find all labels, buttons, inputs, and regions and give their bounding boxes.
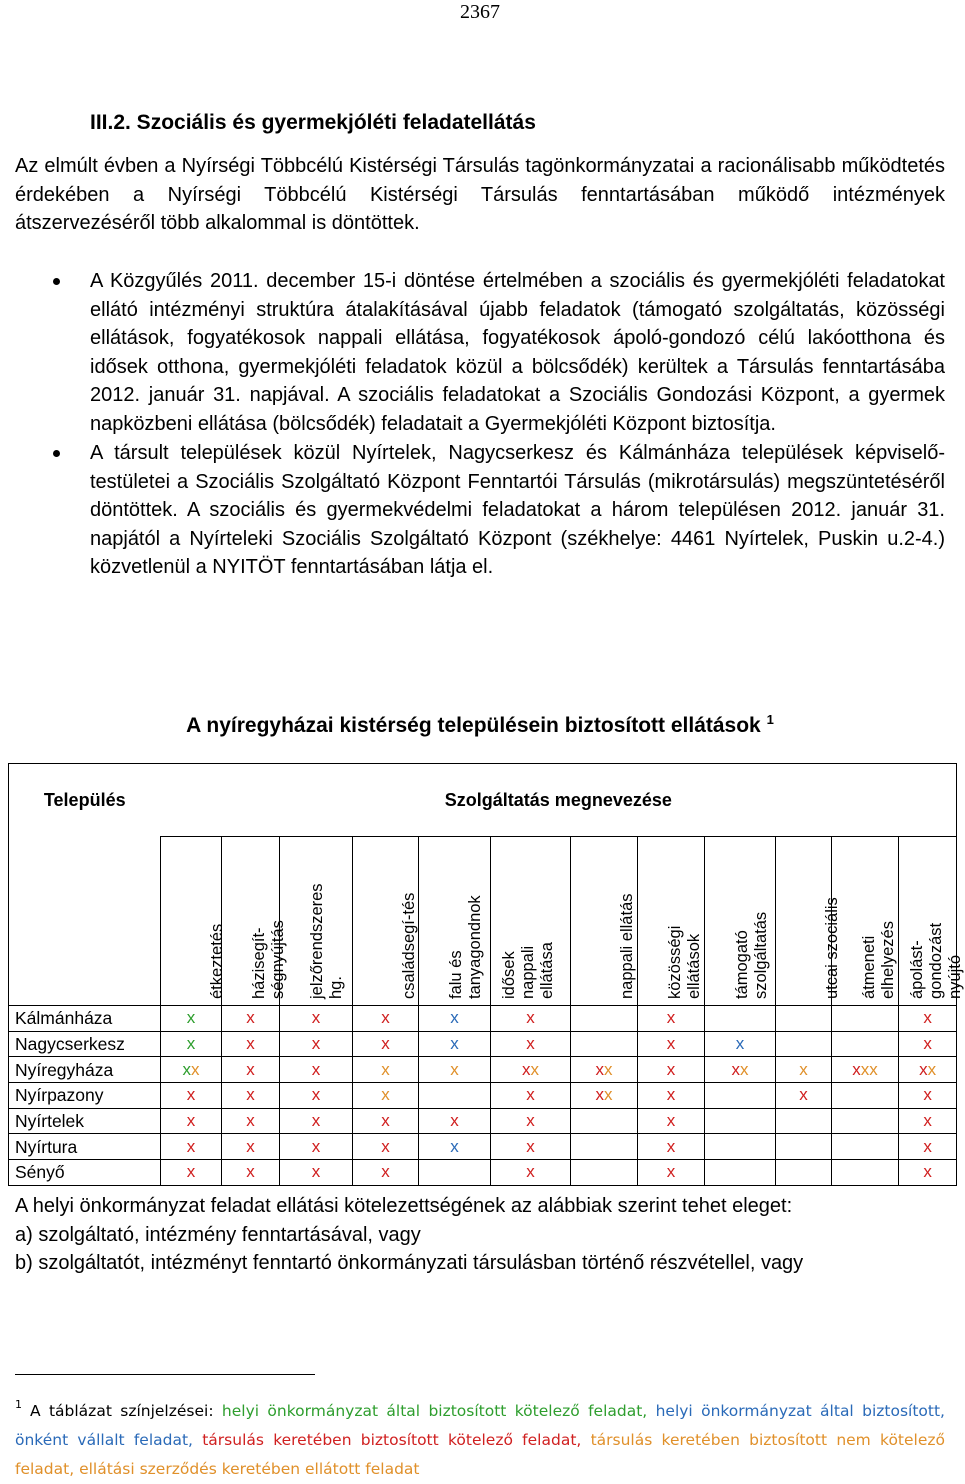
service-mark: x: [381, 1136, 390, 1156]
service-cell: [280, 1160, 353, 1186]
service-header-text: [899, 833, 965, 1001]
service-cell: [571, 1134, 638, 1160]
service-cell: [353, 1108, 419, 1134]
service-header-text: [280, 833, 346, 1001]
service-mark: x: [311, 1085, 321, 1105]
settlement-name: Nyírtura: [9, 1134, 161, 1160]
service-cell: [899, 1031, 957, 1057]
service-header-line: támogató: [733, 930, 751, 999]
service-mark: x: [381, 1059, 390, 1079]
service-cell: [705, 1134, 776, 1160]
service-mark: x: [186, 1111, 196, 1131]
service-mark: x: [731, 1059, 740, 1079]
service-cell: [638, 1006, 705, 1032]
service-cell: [419, 1057, 491, 1083]
service-mark: x: [450, 1034, 459, 1054]
service-mark: x: [186, 1085, 196, 1105]
table-row: [9, 1134, 957, 1160]
service-cell: [638, 1160, 705, 1186]
service-cell: [899, 1108, 957, 1134]
service-cell: [491, 1134, 571, 1160]
service-cell: [222, 1083, 280, 1109]
service-mark: x: [246, 1111, 255, 1131]
service-mark: x: [450, 1111, 459, 1131]
service-header-line: nyújtó: [946, 954, 964, 999]
service-cell: [705, 1031, 776, 1057]
service-mark: x: [381, 1111, 390, 1131]
service-header-line: nappali ellátás: [618, 893, 636, 999]
settlement-name: Nyírtelek: [9, 1108, 161, 1134]
bullet-item-2: A társult települések közül Nyírtelek, Nagycserkesz és Kálmánháza települések képviselő-testületei a Szociális Szolgáltató Központ Fenntartói Társulás (mikrotársulás) megszüntetéséről döntöttek. A szociális és gyermekvédelmi feladatokat a három településen 2012. január 31. napjától a Nyírteleki Szociális Szolgáltató Központ (székhelye: 4461 Nyírtelek, Puskin u.2-4.) közvetlenül a NYITÖT fenntartásában látja el.: [90, 439, 945, 582]
service-header-12: [899, 837, 964, 1006]
service-cell: [222, 1006, 280, 1032]
service-cell: [419, 1160, 491, 1186]
footnote-separator: [15, 1374, 315, 1375]
service-cell: [222, 1108, 280, 1134]
service-header-line: ségnyújtás: [269, 920, 287, 999]
service-mark: x: [311, 1111, 321, 1131]
service-mark: x: [381, 1034, 390, 1054]
service-mark: x: [526, 1034, 535, 1054]
service-mark: x: [869, 1059, 878, 1079]
service-cell: [491, 1108, 571, 1134]
table-title: [0, 707, 960, 739]
service-mark: x: [526, 1162, 535, 1182]
column-group-header: Szolgáltatás megnevezése: [161, 764, 957, 837]
service-header-2: [222, 837, 287, 1006]
service-mark: x: [191, 1059, 200, 1079]
service-cell: [161, 1083, 222, 1109]
service-cell: [491, 1083, 571, 1109]
service-header-line: ellátások: [685, 933, 703, 999]
footnote-blue: helyi önkormányzat által biztosított, önként vállalt feladat,: [15, 1402, 945, 1449]
table-row: [9, 1057, 957, 1083]
service-cell: [161, 1160, 222, 1186]
service-mark: x: [799, 1085, 808, 1105]
service-mark: x: [311, 1136, 321, 1156]
service-header-text: [353, 833, 419, 1001]
service-mark: x: [923, 1162, 932, 1182]
service-cell: [832, 1006, 899, 1032]
service-mark: x: [919, 1059, 928, 1079]
service-header-6: [491, 837, 571, 1006]
service-cell: [899, 1160, 957, 1186]
service-cell: [638, 1057, 705, 1083]
table-title-text: A nyíregyházai kistérség településein biztosított ellátások: [186, 714, 761, 737]
service-cell: [899, 1006, 957, 1032]
service-cell: [161, 1108, 222, 1134]
service-cell: [705, 1108, 776, 1134]
service-mark: x: [381, 1085, 390, 1105]
service-cell: [419, 1031, 491, 1057]
service-mark: x: [604, 1059, 613, 1079]
service-header-line: családsegí-tés: [400, 892, 418, 999]
service-header-line: jelzőrendszeres: [308, 883, 326, 999]
service-mark: x: [311, 1034, 321, 1054]
service-cell: [222, 1031, 280, 1057]
service-mark: x: [923, 1136, 932, 1156]
after-paragraph-1: A helyi önkormányzat feladat ellátási kötelezettségének az alábbiak szerint tehet eleget:: [15, 1195, 793, 1217]
footnote-red: társulás keretében biztosított kötelező feladat,: [202, 1431, 582, 1449]
service-header-3: [280, 837, 353, 1006]
service-cell: [353, 1083, 419, 1109]
service-header-line: nappali: [519, 945, 537, 999]
service-mark: x: [740, 1059, 749, 1079]
service-header-line: tanyagondnok: [466, 895, 484, 999]
table-row: [9, 1083, 957, 1109]
service-cell: [353, 1160, 419, 1186]
service-mark: x: [450, 1136, 459, 1156]
service-mark: x: [526, 1136, 535, 1156]
service-mark: x: [246, 1162, 255, 1182]
page-number: 2367: [460, 1, 500, 23]
header-spacer: [9, 837, 161, 1006]
service-cell: [353, 1031, 419, 1057]
service-mark: x: [246, 1034, 255, 1054]
intro-paragraph: Az elmúlt évben a Nyírségi Többcélú Kistérségi Társulás tagönkormányzatai a racionálisabb működtetés érdekében a Nyírségi Többcélú Kistérségi Társulás fenntartásában működő intézmények átszervezéséről több alkalommal is döntöttek.: [15, 155, 945, 234]
service-cell: [776, 1160, 832, 1186]
service-cell: [222, 1057, 280, 1083]
bullet-list: [90, 267, 945, 583]
service-cell: [161, 1031, 222, 1057]
settlement-name: Sényő: [9, 1160, 161, 1186]
service-cell: [280, 1083, 353, 1109]
service-header-9: [705, 837, 776, 1006]
footnote-mark: 1: [15, 1398, 22, 1411]
service-header-11: [832, 837, 899, 1006]
service-header-line: gondozást: [927, 922, 945, 999]
service-mark: x: [595, 1085, 604, 1105]
table-row: [9, 1108, 957, 1134]
service-header-7: [571, 837, 638, 1006]
service-cell: [419, 1134, 491, 1160]
service-cell: [222, 1134, 280, 1160]
service-mark: x: [186, 1136, 196, 1156]
service-header-line: átmeneti: [860, 935, 878, 999]
service-header-text: [161, 833, 227, 1001]
service-mark: x: [246, 1008, 255, 1028]
service-cell: [419, 1006, 491, 1032]
service-header-text: [571, 833, 637, 1001]
table-row: [9, 1006, 957, 1032]
service-mark: x: [450, 1059, 459, 1079]
service-cell: [571, 1108, 638, 1134]
service-mark: x: [246, 1136, 255, 1156]
service-header-line: idősek: [500, 951, 518, 999]
service-cell: [638, 1083, 705, 1109]
service-cell: [571, 1031, 638, 1057]
service-cell: [899, 1134, 957, 1160]
service-cell: [419, 1083, 491, 1109]
service-cell: [832, 1057, 899, 1083]
service-mark: x: [381, 1162, 390, 1182]
service-mark: x: [927, 1059, 937, 1079]
service-header-line: utcai szociális: [823, 897, 841, 999]
service-header-5: [419, 837, 491, 1006]
service-cell: [161, 1134, 222, 1160]
service-mark: x: [735, 1034, 745, 1054]
service-cell: [571, 1057, 638, 1083]
service-header-text: [222, 833, 288, 1001]
service-mark: x: [799, 1059, 808, 1079]
service-cell: [491, 1031, 571, 1057]
service-cell: [705, 1006, 776, 1032]
service-cell: [832, 1108, 899, 1134]
column-header-settlement: Település: [9, 764, 161, 837]
service-cell: [280, 1057, 353, 1083]
service-cell: [161, 1006, 222, 1032]
service-cell: [571, 1160, 638, 1186]
service-header-1: [161, 837, 226, 1006]
service-header-line: házisegít-: [250, 927, 268, 999]
service-cell: [705, 1083, 776, 1109]
service-mark: x: [860, 1059, 870, 1079]
table-row: [9, 1031, 957, 1057]
service-header-line: hg.: [327, 976, 345, 999]
service-mark: x: [186, 1162, 196, 1182]
service-cell: [705, 1160, 776, 1186]
service-header-10: [776, 837, 841, 1006]
service-cell: [832, 1031, 899, 1057]
service-cell: [571, 1006, 638, 1032]
service-header-text: [491, 833, 557, 1001]
service-cell: [161, 1057, 222, 1083]
service-cell: [491, 1006, 571, 1032]
bullet-item-1: A Közgyűlés 2011. december 15-i döntése értelmében a szociális és gyermekjóléti feladatokat ellátó intézményi struktúra átalakításával újabb feladatok (támogató szolgáltatás, közösségi ellátások, fogyatékosok nappali ellátása, fogyatékosok ápoló-gondozó célú lakóotthona és idősek otthona, gyermekjóléti feladatok közül a bölcsődék) kerültek a Társulás fenntartásába 2012. január 31. napjával. A szociális feladatokat a Szociális Gondozási Központ, a gyermek napközbeni ellátása (bölcsődék) feladatait a Gyermekjóléti Központ biztosítja.: [90, 267, 945, 438]
service-mark: x: [595, 1059, 604, 1079]
service-mark: x: [311, 1008, 321, 1028]
service-cell: [705, 1057, 776, 1083]
service-mark: x: [526, 1111, 535, 1131]
service-header-line: falu és: [447, 950, 465, 999]
service-header-text: [419, 833, 485, 1001]
service-mark: x: [923, 1085, 932, 1105]
services-table: [8, 763, 964, 1186]
service-mark: x: [666, 1059, 676, 1079]
service-header-4: [353, 837, 419, 1006]
service-cell: [491, 1160, 571, 1186]
service-header-text: [705, 833, 771, 1001]
service-cell: [419, 1108, 491, 1134]
service-mark: x: [311, 1059, 321, 1079]
service-mark: x: [923, 1034, 932, 1054]
service-header-line: elhelyezés: [879, 921, 897, 999]
service-cell: [353, 1134, 419, 1160]
service-mark: x: [530, 1059, 539, 1079]
service-header-line: szolgáltatás: [752, 911, 770, 999]
service-cell: [832, 1134, 899, 1160]
service-cell: [491, 1057, 571, 1083]
service-mark: x: [526, 1085, 535, 1105]
table-row: [9, 1160, 957, 1186]
service-cell: [280, 1031, 353, 1057]
after-table-text: [15, 1192, 945, 1278]
settlement-name: Nyírpazony: [9, 1083, 161, 1109]
footnote-prefix: A táblázat színjelzései:: [30, 1402, 214, 1420]
service-cell: [776, 1057, 832, 1083]
footnote-green: helyi önkormányzat által biztosított kötelező feladat,: [221, 1402, 648, 1420]
service-cell: [776, 1031, 832, 1057]
service-header-line: étkeztetés: [208, 923, 226, 999]
footnote-orange: társulás keretében biztosított nem kötelező feladat, ellátási szerződés keretében ellátott feladat: [15, 1431, 945, 1478]
service-mark: x: [666, 1111, 676, 1131]
service-header-line: ellátása: [538, 942, 556, 999]
service-cell: [280, 1006, 353, 1032]
service-mark: x: [604, 1085, 613, 1105]
service-mark: x: [186, 1034, 196, 1054]
service-mark: x: [186, 1008, 196, 1028]
service-header-text: [638, 833, 704, 1001]
service-cell: [638, 1108, 705, 1134]
service-cell: [353, 1006, 419, 1032]
service-cell: [832, 1160, 899, 1186]
service-cell: [776, 1083, 832, 1109]
service-cell: [571, 1083, 638, 1109]
after-paragraph-3: b) szolgáltatót, intézményt fenntartó önkormányzati társulásban történő részvétellel, vagy: [15, 1252, 804, 1274]
service-cell: [280, 1108, 353, 1134]
service-mark: x: [666, 1008, 676, 1028]
service-mark: x: [666, 1136, 676, 1156]
table-title-footnote-mark: 1: [766, 712, 774, 727]
service-mark: x: [526, 1008, 535, 1028]
service-mark: x: [923, 1008, 932, 1028]
service-cell: [222, 1160, 280, 1186]
service-cell: [776, 1108, 832, 1134]
service-mark: x: [246, 1059, 255, 1079]
settlement-name: Nyíregyháza: [9, 1057, 161, 1083]
service-cell: [776, 1134, 832, 1160]
service-header-text: [832, 833, 898, 1001]
service-cell: [899, 1083, 957, 1109]
service-mark: x: [923, 1111, 932, 1131]
service-mark: x: [852, 1059, 861, 1079]
service-header-line: közösségi: [666, 925, 684, 999]
service-mark: x: [450, 1008, 459, 1028]
service-mark: x: [182, 1059, 191, 1079]
service-header-line: ápolást-: [908, 940, 926, 999]
service-mark: x: [522, 1059, 531, 1079]
settlement-name: Kálmánháza: [9, 1006, 161, 1032]
service-cell: [280, 1134, 353, 1160]
after-paragraph-2: a) szolgáltató, intézmény fenntartásával, vagy: [15, 1223, 421, 1246]
settlement-name: Nagycserkesz: [9, 1031, 161, 1057]
footnote: [15, 1390, 945, 1484]
service-cell: [638, 1134, 705, 1160]
section-heading: III.2. Szociális és gyermekjóléti feladatellátás: [90, 111, 536, 134]
service-cell: [776, 1006, 832, 1032]
service-mark: x: [246, 1085, 255, 1105]
service-cell: [899, 1057, 957, 1083]
service-mark: x: [666, 1162, 676, 1182]
service-cell: [638, 1031, 705, 1057]
service-mark: x: [311, 1162, 321, 1182]
service-mark: x: [666, 1085, 676, 1105]
service-header-8: [638, 837, 705, 1006]
service-cell: [353, 1057, 419, 1083]
service-mark: x: [381, 1008, 390, 1028]
service-mark: x: [666, 1034, 676, 1054]
service-cell: [832, 1083, 899, 1109]
